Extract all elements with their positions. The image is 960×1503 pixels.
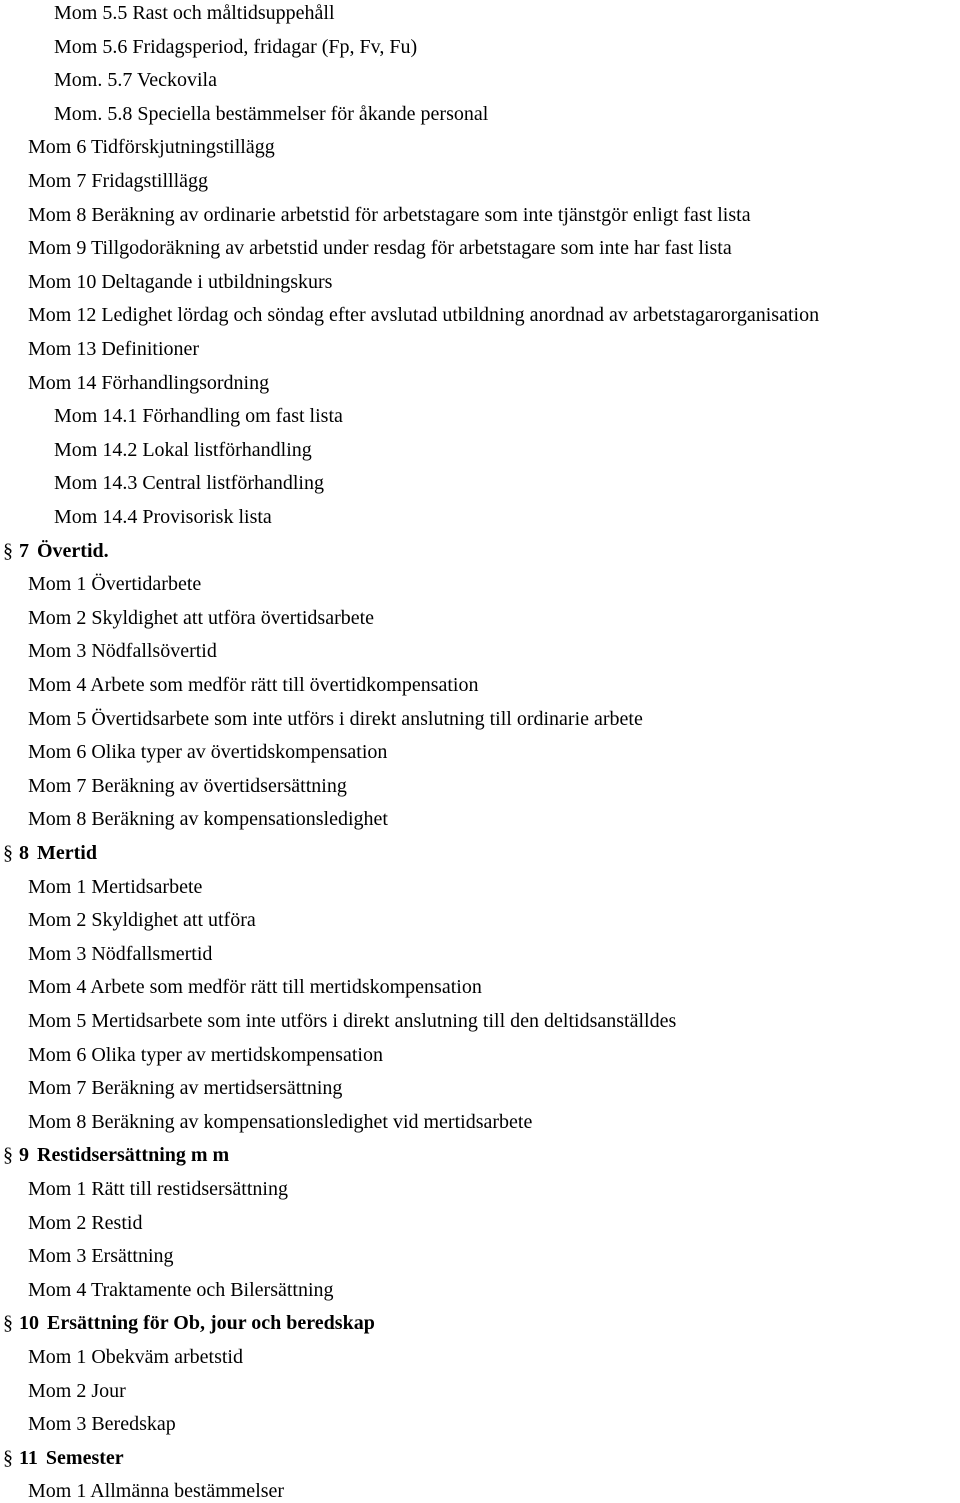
toc-subitem: Mom. 5.7 Veckovila <box>54 69 217 92</box>
section-sign: § <box>3 1312 13 1335</box>
toc-item: Mom 8 Beräkning av kompensationsledighet <box>28 808 388 831</box>
section-heading <box>3 1143 229 1167</box>
section-number: 7 <box>19 539 29 562</box>
section-heading <box>3 1311 375 1335</box>
toc-item: Mom 1 Övertidarbete <box>28 573 202 596</box>
toc-subitem: Mom 5.6 Fridagsperiod, fridagar (Fp, Fv, Fu) <box>54 35 418 58</box>
toc-item: Mom 12 Ledighet lördag och söndag efter avslutad utbildning anordnad av arbetstagarorganisation <box>28 304 820 327</box>
toc-item: Mom 5 Övertidsarbete som inte utförs i direkt anslutning till ordinarie arbete <box>28 707 643 730</box>
toc-item: Mom 6 Olika typer av övertidskompensation <box>28 741 388 764</box>
section-heading <box>3 1446 124 1470</box>
toc-item: Mom 2 Skyldighet att utföra <box>28 909 256 932</box>
section-sign: § <box>3 539 13 562</box>
toc-item: Mom 2 Skyldighet att utföra övertidsarbete <box>28 606 375 629</box>
toc-subitem: Mom 14.4 Provisorisk lista <box>54 506 272 528</box>
toc-item: Mom 14 Förhandlingsordning <box>28 371 270 394</box>
toc-item: Mom 3 Ersättning <box>28 1245 174 1268</box>
toc-item: Mom 6 Tidförskjutningstillägg <box>28 136 275 159</box>
section-title: Övertid. <box>37 539 109 562</box>
toc-item: Mom 9 Tillgodoräkning av arbetstid under resdag för arbetstagare som inte har fast lista <box>28 237 732 260</box>
toc-item: Mom 7 Beräkning av övertidsersättning <box>28 774 347 797</box>
section-heading <box>3 841 97 865</box>
section-sign: § <box>3 1144 13 1167</box>
section-sign: § <box>3 842 13 864</box>
toc-item: Mom 13 Definitioner <box>28 338 200 360</box>
toc-item: Mom 4 Arbete som medför rätt till mertidskompensation <box>28 976 482 999</box>
toc-item: Mom 1 Mertidsarbete <box>28 875 203 898</box>
toc-item: Mom 1 Obekväm arbetstid <box>28 1346 243 1368</box>
toc-item: Mom 8 Beräkning av ordinarie arbetstid för arbetstagare som inte tjänstgör enligt fast lista <box>28 203 751 226</box>
toc-item: Mom 5 Mertidsarbete som inte utförs i direkt anslutning till den deltidsanställdes <box>28 1010 677 1032</box>
section-title: Semester <box>45 1446 124 1469</box>
toc-item: Mom 10 Deltagande i utbildningskurs <box>28 270 333 293</box>
toc-subitem: Mom. 5.8 Speciella bestämmelser för åkande personal <box>54 102 489 125</box>
toc-item: Mom 7 Beräkning av mertidsersättning <box>28 1077 343 1100</box>
section-sign: § <box>3 1446 13 1469</box>
section-number: 10 <box>19 1312 39 1335</box>
section-title: Mertid <box>37 842 97 864</box>
toc-subitem: Mom 14.2 Lokal listförhandling <box>54 438 312 461</box>
section-heading <box>3 539 109 563</box>
toc-item: Mom 7 Fridagstilllägg <box>28 170 208 192</box>
toc-item: Mom 3 Nödfallsövertid <box>28 640 217 663</box>
toc-item: Mom 2 Jour <box>28 1379 126 1402</box>
toc-item: Mom 1 Allmänna bestämmelser <box>28 1480 285 1503</box>
toc-item: Mom 4 Traktamente och Bilersättning <box>28 1278 334 1301</box>
toc-item: Mom 8 Beräkning av kompensationsledighet vid mertidsarbete <box>28 1110 533 1133</box>
section-number: 8 <box>19 842 29 864</box>
section-title: Ersättning för Ob, jour och beredskap <box>47 1312 375 1335</box>
toc-item: Mom 3 Beredskap <box>28 1413 176 1436</box>
section-title: Restidsersättning m m <box>37 1144 230 1167</box>
toc-item: Mom 2 Restid <box>28 1211 143 1234</box>
toc-item: Mom 1 Rätt till restidsersättning <box>28 1178 288 1200</box>
toc-item: Mom 4 Arbete som medför rätt till övertidkompensation <box>28 674 479 696</box>
toc-item: Mom 3 Nödfallsmertid <box>28 942 213 965</box>
toc-item: Mom 6 Olika typer av mertidskompensation <box>28 1043 383 1066</box>
toc-subitem: Mom 5.5 Rast och måltidsuppehåll <box>54 2 335 24</box>
toc-subitem: Mom 14.1 Förhandling om fast lista <box>54 405 343 428</box>
section-number: 11 <box>19 1446 38 1469</box>
section-number: 9 <box>19 1144 29 1167</box>
toc-subitem: Mom 14.3 Central listförhandling <box>54 472 324 495</box>
